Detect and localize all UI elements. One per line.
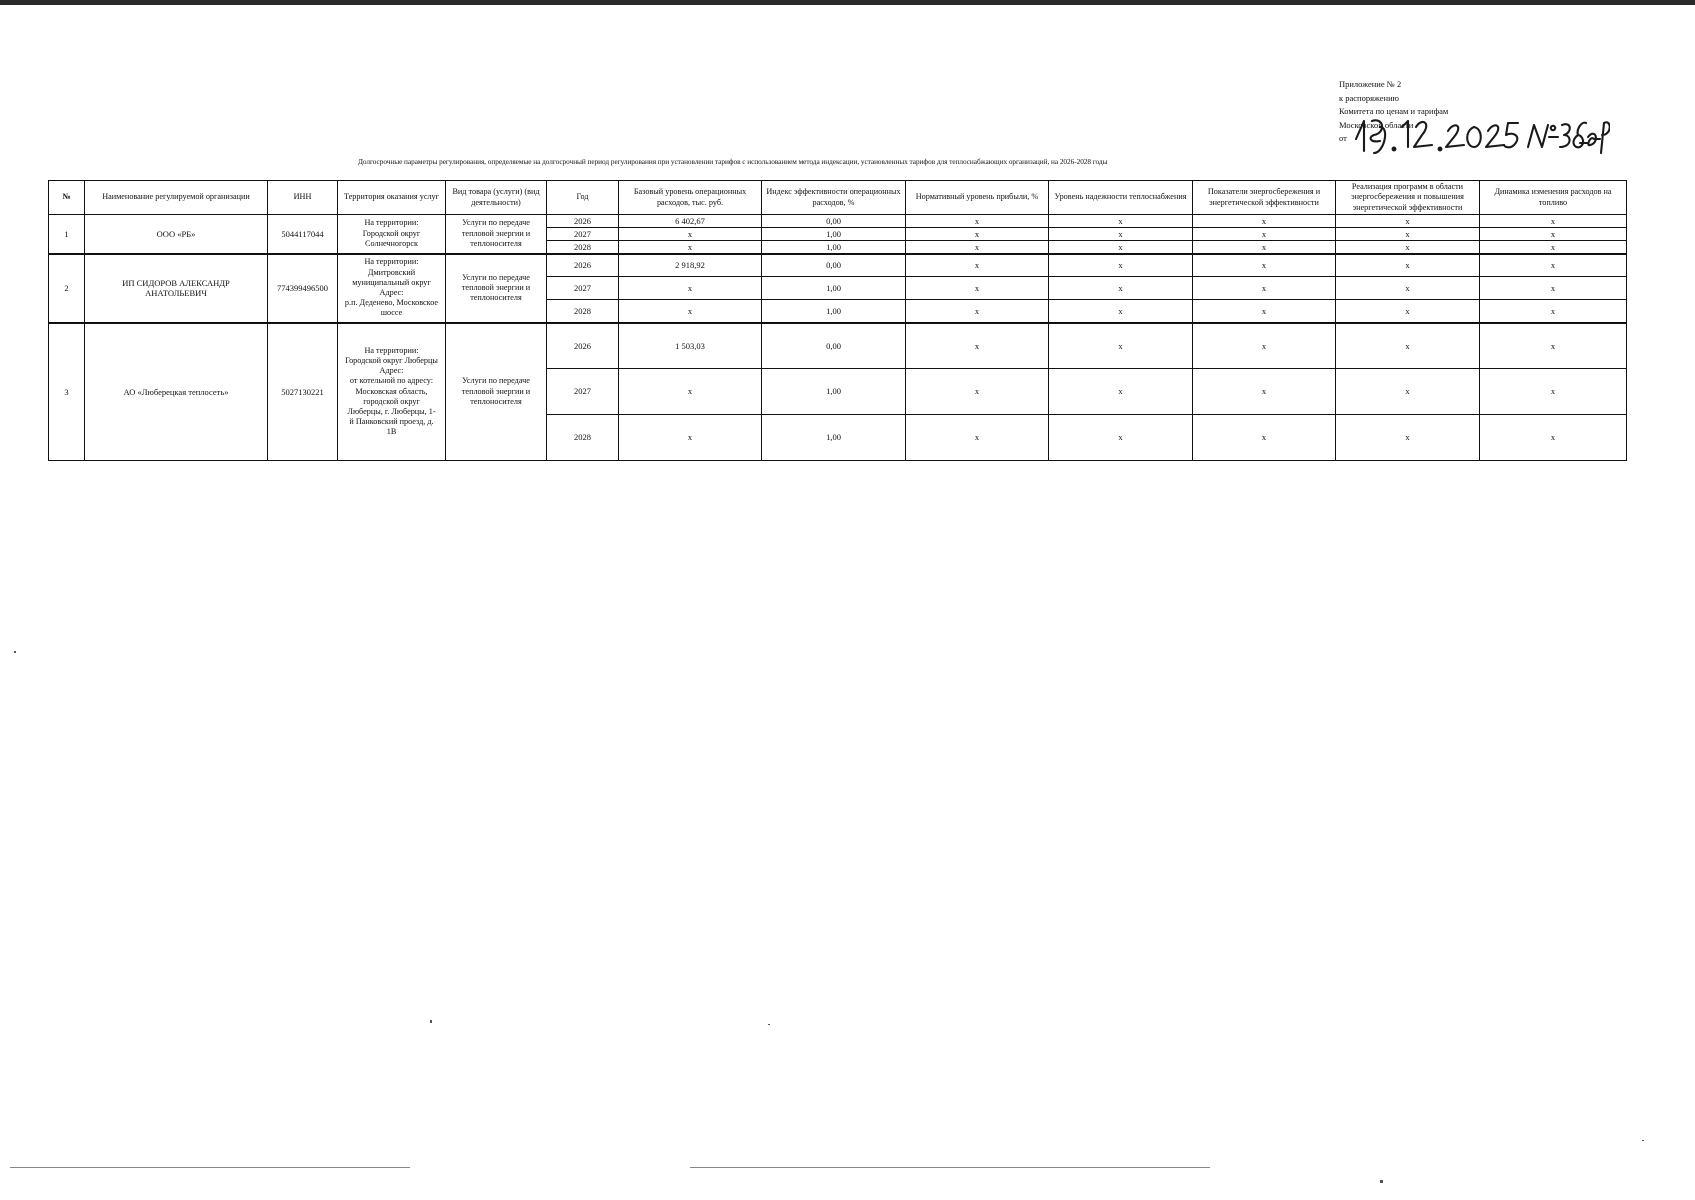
handwritten-date-number bbox=[1350, 113, 1610, 157]
kind-line: Услуги по передаче bbox=[462, 218, 530, 228]
territory-line: Московская область, bbox=[355, 386, 428, 396]
cell-energy: x bbox=[1193, 369, 1336, 415]
territory-line: Адрес: bbox=[379, 288, 404, 297]
org-name bbox=[85, 254, 268, 323]
cell-year: 2028 bbox=[547, 415, 619, 461]
kind-line: теплоносителя bbox=[470, 238, 522, 248]
kind-line: теплоносителя bbox=[470, 293, 522, 303]
territory-line: от котельной по адресу: bbox=[349, 376, 434, 386]
cell-base: x bbox=[619, 369, 762, 415]
cell-index: 1,00 bbox=[762, 228, 906, 241]
territory-line: й Панковский проезд, д. bbox=[349, 417, 434, 427]
cell-profit: x bbox=[906, 415, 1049, 461]
cell-programs: x bbox=[1336, 228, 1480, 241]
table-row bbox=[49, 254, 1627, 277]
header-index: Индекс эффективности операционных расходов, % bbox=[762, 181, 906, 215]
parameters-table bbox=[48, 180, 1627, 461]
territory-line: муниципальный округ bbox=[352, 277, 431, 287]
cell-fuel: x bbox=[1480, 300, 1627, 323]
territory-line: Адрес: bbox=[379, 366, 404, 376]
annex-from-label: от bbox=[1339, 133, 1347, 143]
cell-energy: x bbox=[1193, 415, 1336, 461]
cell-fuel: x bbox=[1480, 369, 1627, 415]
cell-reliability: x bbox=[1049, 215, 1193, 228]
cell-energy: x bbox=[1193, 323, 1336, 369]
org-territory bbox=[338, 323, 446, 461]
territory-line: На территории: bbox=[364, 218, 419, 228]
territory-line: Городской округ Люберцы bbox=[345, 356, 438, 366]
table-row bbox=[49, 215, 1627, 228]
cell-fuel: x bbox=[1480, 241, 1627, 254]
org-inn: 5044117044 bbox=[268, 215, 338, 254]
cell-programs: x bbox=[1336, 369, 1480, 415]
territory-line: 1В bbox=[386, 427, 397, 437]
cell-index: 1,00 bbox=[762, 277, 906, 300]
cell-energy: x bbox=[1193, 277, 1336, 300]
cell-profit: x bbox=[906, 241, 1049, 254]
cell-programs: x bbox=[1336, 323, 1480, 369]
org-name: ООО «РБ» bbox=[85, 215, 268, 254]
cell-profit: x bbox=[906, 254, 1049, 277]
org-kind bbox=[446, 254, 547, 323]
cell-index: 1,00 bbox=[762, 241, 906, 254]
header-fuel: Динамика изменения расходов на топливо bbox=[1480, 181, 1627, 215]
cell-year: 2027 bbox=[547, 228, 619, 241]
header-programs: Реализация программ в области энергосбережения и повышения энергетической эффективности bbox=[1336, 181, 1480, 215]
annex-line-2: к распоряжению bbox=[1339, 92, 1399, 103]
cell-reliability: x bbox=[1049, 415, 1193, 461]
cell-programs: x bbox=[1336, 277, 1480, 300]
header-num: № bbox=[49, 181, 85, 215]
cell-fuel: x bbox=[1480, 254, 1627, 277]
org-name-line: ИП СИДОРОВ АЛЕКСАНДР bbox=[122, 277, 230, 288]
header-territory: Территория оказания услуг bbox=[338, 181, 446, 215]
cell-fuel: x bbox=[1480, 277, 1627, 300]
territory-line: На территории: bbox=[364, 257, 419, 267]
header-inn: ИНН bbox=[268, 181, 338, 215]
cell-energy: x bbox=[1193, 228, 1336, 241]
territory-line: городской округ bbox=[363, 396, 420, 406]
cell-year: 2027 bbox=[547, 369, 619, 415]
cell-base: 6 402,67 bbox=[619, 215, 762, 228]
cell-energy: x bbox=[1193, 241, 1336, 254]
cell-energy: x bbox=[1193, 215, 1336, 228]
territory-line: шоссе bbox=[380, 308, 403, 318]
cell-programs: x bbox=[1336, 215, 1480, 228]
cell-profit: x bbox=[906, 228, 1049, 241]
header-reliability: Уровень надежности теплоснабжения bbox=[1049, 181, 1193, 215]
cell-programs: x bbox=[1336, 300, 1480, 323]
scan-top-edge bbox=[0, 0, 1695, 5]
cell-year: 2027 bbox=[547, 277, 619, 300]
territory-line: Люберцы, г. Люберцы, 1- bbox=[347, 407, 436, 417]
cell-reliability: x bbox=[1049, 241, 1193, 254]
territory-line: На территории: bbox=[364, 345, 419, 355]
org-kind bbox=[446, 215, 547, 254]
scan-footer-noise bbox=[10, 1167, 410, 1168]
cell-index: 0,00 bbox=[762, 254, 906, 277]
table-header-row bbox=[49, 181, 1627, 215]
header-profit: Нормативный уровень прибыли, % bbox=[906, 181, 1049, 215]
cell-base: x bbox=[619, 300, 762, 323]
cell-year: 2026 bbox=[547, 215, 619, 228]
cell-index: 1,00 bbox=[762, 369, 906, 415]
cell-reliability: x bbox=[1049, 228, 1193, 241]
cell-profit: x bbox=[906, 369, 1049, 415]
org-num: 2 bbox=[49, 254, 85, 323]
cell-index: 0,00 bbox=[762, 215, 906, 228]
cell-fuel: x bbox=[1480, 323, 1627, 369]
territory-line: Дмитровский bbox=[367, 267, 416, 277]
cell-year: 2026 bbox=[547, 254, 619, 277]
org-num: 1 bbox=[49, 215, 85, 254]
cell-year: 2028 bbox=[547, 241, 619, 254]
cell-reliability: x bbox=[1049, 300, 1193, 323]
cell-energy: x bbox=[1193, 300, 1336, 323]
cell-profit: x bbox=[906, 215, 1049, 228]
cell-index: 1,00 bbox=[762, 415, 906, 461]
cell-reliability: x bbox=[1049, 254, 1193, 277]
header-kind: Вид товара (услуги) (вид деятельности) bbox=[446, 181, 547, 215]
cell-programs: x bbox=[1336, 415, 1480, 461]
cell-fuel: x bbox=[1480, 228, 1627, 241]
document-title: Долгосрочные параметры регулирования, определяемые на долгосрочный период регулирования при установлении тарифов с использованием метода индексации, установленных тарифов для теплоснабжающих организаций, на 2026-2028 годы bbox=[358, 157, 1108, 166]
cell-reliability: x bbox=[1049, 323, 1193, 369]
cell-energy: x bbox=[1193, 254, 1336, 277]
kind-line: теплоносителя bbox=[470, 396, 522, 406]
cell-base: 1 503,03 bbox=[619, 323, 762, 369]
cell-year: 2028 bbox=[547, 300, 619, 323]
header-energy: Показатели энергосбережения и энергетической эффективности bbox=[1193, 181, 1336, 215]
kind-line: Услуги по передаче bbox=[462, 376, 530, 386]
territory-line: Солнечногорск bbox=[365, 238, 418, 248]
kind-line: Услуги по передаче bbox=[462, 272, 530, 282]
cell-profit: x bbox=[906, 323, 1049, 369]
org-inn: 774399496500 bbox=[268, 254, 338, 323]
org-inn: 5027130221 bbox=[268, 323, 338, 461]
kind-line: тепловой энергии и bbox=[461, 282, 531, 292]
territory-line: р.п. Деденево, Московское bbox=[344, 298, 439, 308]
cell-base: 2 918,92 bbox=[619, 254, 762, 277]
table-row bbox=[49, 323, 1627, 369]
annex-line-1: Приложение № 2 bbox=[1339, 79, 1402, 89]
territory-line: Городской округ bbox=[362, 228, 421, 238]
annex-line-4: Московской области bbox=[1339, 119, 1414, 130]
org-territory bbox=[338, 254, 446, 323]
scan-footer-noise bbox=[690, 1167, 1210, 1168]
header-base: Базовый уровень операционных расходов, тыс. руб. bbox=[619, 181, 762, 215]
header-org: Наименование регулируемой организации bbox=[85, 181, 268, 215]
org-name: АО «Люберецкая теплосеть» bbox=[85, 323, 268, 461]
org-territory bbox=[338, 215, 446, 254]
cell-index: 1,00 bbox=[762, 300, 906, 323]
org-name-line: АНАТОЛЬЕВИЧ bbox=[145, 288, 207, 298]
annex-line-3: Комитета по ценам и тарифам bbox=[1339, 106, 1449, 116]
cell-profit: x bbox=[906, 300, 1049, 323]
cell-base: x bbox=[619, 415, 762, 461]
cell-base: x bbox=[619, 277, 762, 300]
cell-reliability: x bbox=[1049, 277, 1193, 300]
cell-programs: x bbox=[1336, 254, 1480, 277]
cell-programs: x bbox=[1336, 241, 1480, 254]
org-num: 3 bbox=[49, 323, 85, 461]
cell-reliability: x bbox=[1049, 369, 1193, 415]
kind-line: тепловой энергии и bbox=[461, 228, 531, 238]
cell-fuel: x bbox=[1480, 415, 1627, 461]
cell-fuel: x bbox=[1480, 215, 1627, 228]
cell-profit: x bbox=[906, 277, 1049, 300]
org-kind bbox=[446, 323, 547, 461]
cell-base: x bbox=[619, 241, 762, 254]
cell-year: 2026 bbox=[547, 323, 619, 369]
header-year: Год bbox=[547, 181, 619, 215]
cell-index: 0,00 bbox=[762, 323, 906, 369]
kind-line: тепловой энергии и bbox=[461, 386, 531, 396]
cell-base: x bbox=[619, 228, 762, 241]
